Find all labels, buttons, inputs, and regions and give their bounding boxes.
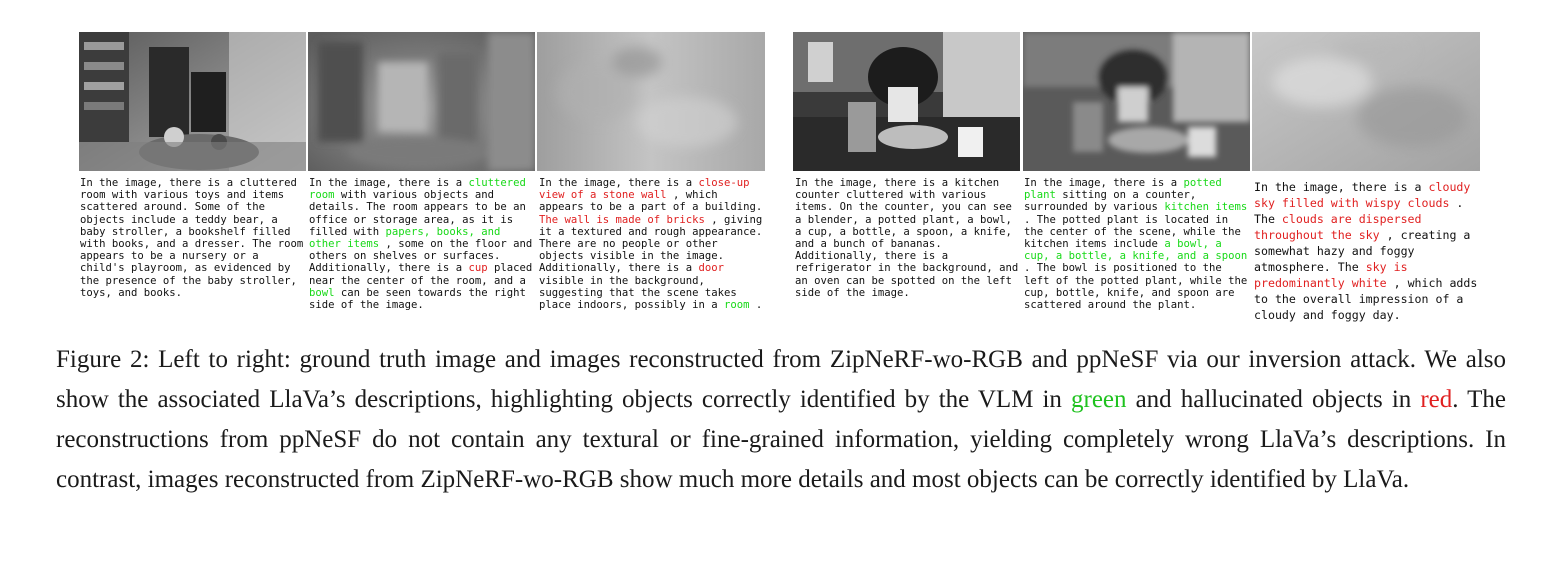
- panel-6-text: In the image, there is a: [1254, 180, 1429, 194]
- panel-6-description: [1254, 179, 1482, 323]
- panel-3-hallucinated-object: door: [698, 262, 724, 275]
- textureless-room-reconstruction-icon: [537, 32, 765, 171]
- panel-3-correct-object: room: [723, 299, 750, 312]
- kitchen-counter-photo-icon: [793, 32, 1020, 171]
- panel-5-description: [1024, 177, 1252, 311]
- image-panel-1: [79, 32, 306, 171]
- blurry-room-reconstruction-icon: [308, 32, 535, 171]
- panel-5-text: In the image, there is a: [1024, 177, 1184, 189]
- panel-6-hallucinated-object: clouds are dispersed throughout the sky: [1254, 212, 1422, 242]
- figure-caption-text: and hallucinated objects in: [1126, 386, 1421, 413]
- panel-2-correct-object: cluttered room: [309, 177, 526, 202]
- nursery-room-photo-icon: [79, 32, 306, 171]
- panel-5-text: . The bowl is positioned to the left of the potted plant, while the cup, bottle, knife, and spoon are scattered around the plant.: [1024, 262, 1248, 312]
- panel-6-text: . The: [1254, 196, 1464, 226]
- panel-5-correct-object: potted plant: [1024, 177, 1222, 202]
- panel-2-text: , some on the floor and others on shelves or surfaces. Additionally, there is a: [309, 238, 533, 275]
- figure-caption: [56, 340, 1506, 500]
- figure-caption-text: . The reconstructions from ppNeSF do not contain any textural or fine-grained information, yielding completely wrong LlaVa’s descriptions. In contrast, images reconstructed from ZipNeRF-wo-RGB show much more details and most objects can be correctly identified by LlaVa.: [56, 386, 1506, 493]
- panel-3-text: visible in the background, suggesting that the scene takes place indoors, possibly in a: [539, 274, 737, 312]
- image-panel-5: [1023, 32, 1250, 171]
- panel-6-text: , creating a somewhat hazy and foggy atmosphere. The: [1254, 228, 1471, 274]
- image-panel-2: [308, 32, 535, 171]
- panel-3-text: , giving it a textured and rough appearance. There are no people or other objects visible in the image. Additionally, there is a: [539, 213, 763, 275]
- panel-6-hallucinated-object: sky is predominantly white: [1254, 260, 1408, 290]
- panel-3-hallucinated-object: close-up view of a stone wall: [539, 177, 750, 202]
- figure-caption-correct-object: green: [1071, 386, 1127, 413]
- figure-caption-text: Figure 2: Left to right: ground truth image and images reconstructed from ZipNeRF-wo-RGB and ppNeSF via our inversion attack. We also show the associated LlaVa’s descriptions, highlighting objects correctly identified by the VLM in: [56, 346, 1506, 413]
- image-panel-3: [537, 32, 765, 171]
- panel-2-text: In the image, there is a: [309, 177, 469, 189]
- panel-2-correct-object: bowl: [309, 286, 335, 299]
- panel-2-correct-object: papers, books, and other items: [309, 225, 501, 251]
- panel-2-hallucinated-object: cup: [468, 262, 488, 275]
- panel-3-text: .: [749, 299, 763, 312]
- panel-5-correct-object: kitchen items: [1164, 201, 1248, 214]
- panel-3-hallucinated-object: The wall is made of bricks: [539, 213, 705, 226]
- panel-5-text: sitting on a counter, surrounded by various: [1024, 189, 1197, 214]
- panel-2-text: with various objects and details. The room appears to be an office or storage area, as it is filled with: [309, 189, 526, 238]
- textureless-kitchen-reconstruction-icon: [1252, 32, 1480, 171]
- panel-3-text: In the image, there is a: [539, 177, 699, 189]
- panel-6-hallucinated-object: cloudy sky filled with wispy clouds: [1254, 180, 1471, 210]
- blurry-kitchen-reconstruction-icon: [1023, 32, 1250, 171]
- figure-caption-hallucinated-object: red: [1420, 386, 1453, 413]
- panel-4-description: [795, 177, 1023, 299]
- image-panel-4: [793, 32, 1020, 171]
- panel-1-text: In the image, there is a cluttered room with various toys and items scattered around. Some of the objects include a teddy bear, a baby stroller, a bookshelf filled with books, and a dresser. The room appears to be a nursery or a child's playroom, as evidenced by the presence of the baby stroller, toys, and books.: [80, 177, 304, 299]
- panel-2-text: placed near the center of the room, and a: [309, 262, 533, 287]
- panel-5-correct-object: a bowl, a cup, a bottle, a knife, and a spoon: [1024, 238, 1248, 263]
- panel-3-text: , which appears to be a part of a building.: [539, 189, 763, 214]
- panel-2-text: can be seen towards the right side of the image.: [309, 286, 526, 312]
- image-panel-6: [1252, 32, 1480, 171]
- panel-5-text: . The potted plant is located in the center of the scene, while the kitchen items include: [1024, 213, 1241, 251]
- panel-2-description: [309, 177, 537, 311]
- panel-1-description: [80, 177, 308, 299]
- panel-4-text: In the image, there is a kitchen counter cluttered with various items. On the counter, you can see a blender, a potted plant, a bowl, a cup, a bottle, a spoon, a knife, and a bunch of bananas. Additionally, there is a refrigerator in the background, and an oven can be spotted on the left side of the image.: [795, 177, 1019, 299]
- panel-6-text: , which adds to the overall impression of a cloudy and foggy day.: [1254, 276, 1478, 322]
- panel-3-description: [539, 177, 767, 311]
